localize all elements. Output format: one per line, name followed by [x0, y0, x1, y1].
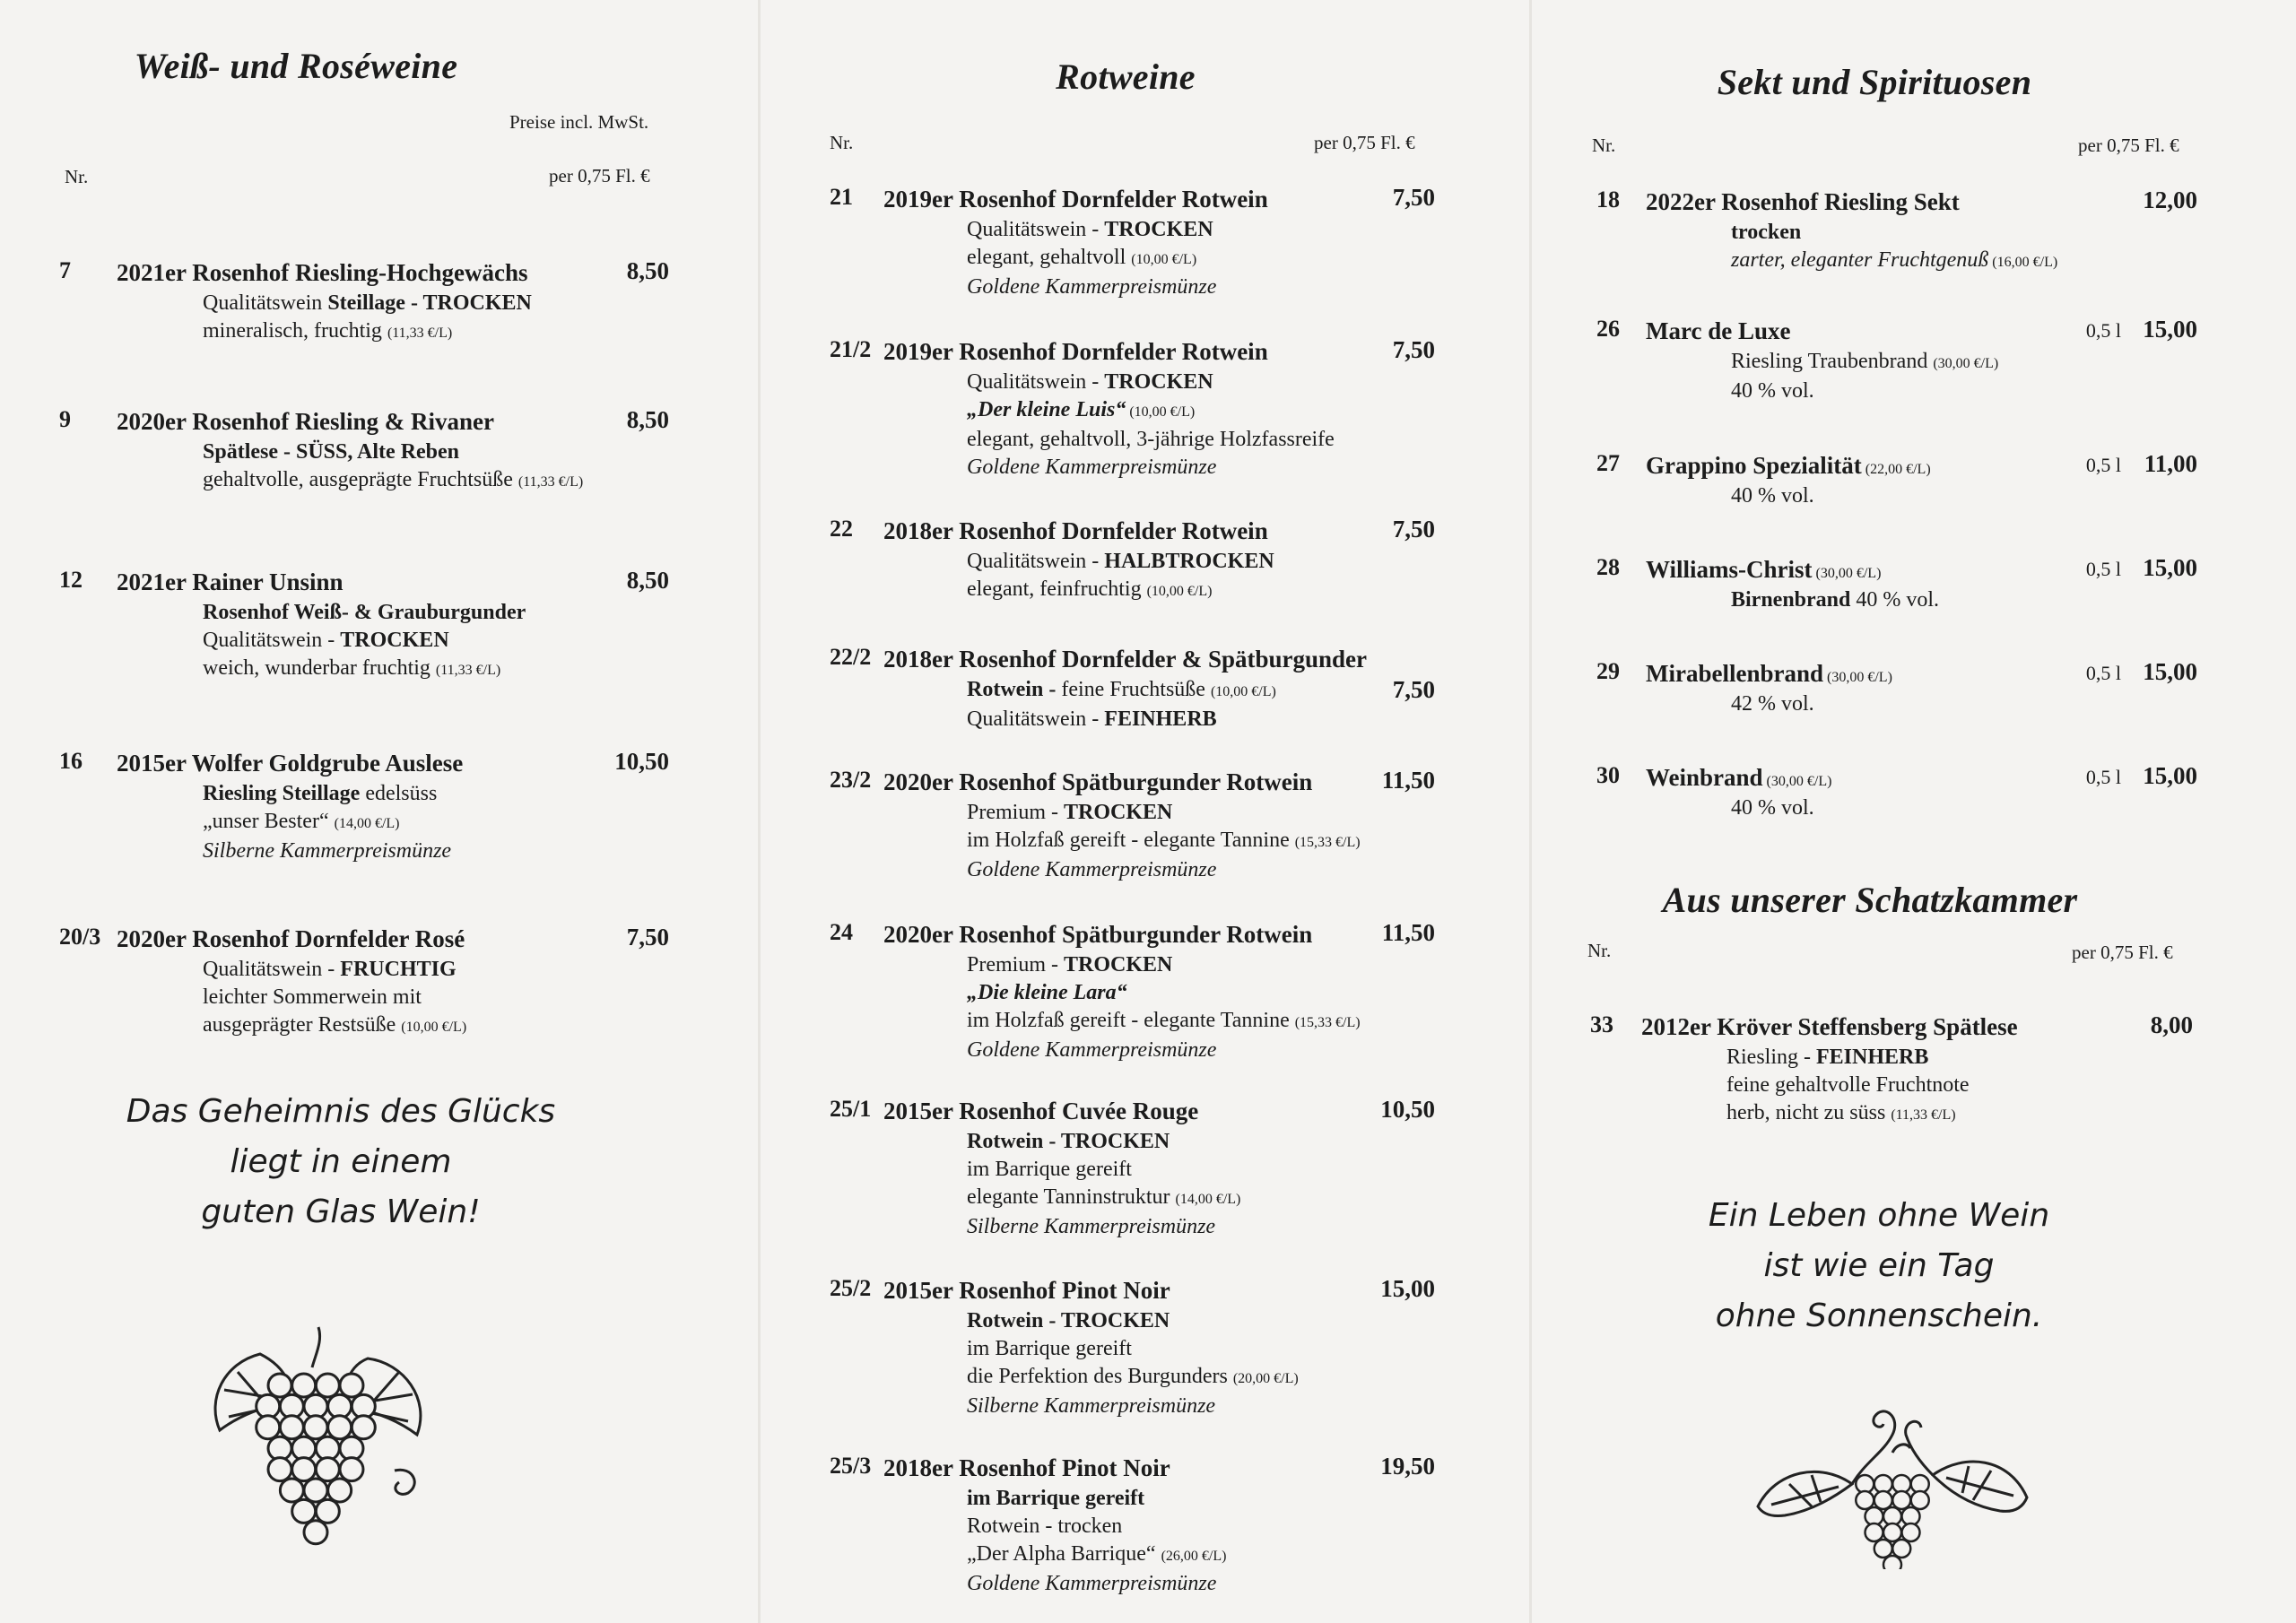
item-number: 25/1 — [830, 1096, 872, 1122]
item-title: Grappino Spezialität (22,00 €/L) — [1646, 452, 1931, 479]
item-price: 10,50 — [614, 748, 669, 775]
item-price: 7,50 — [1392, 676, 1435, 703]
item-price: 8,50 — [626, 406, 669, 433]
item-description — [203, 956, 466, 1041]
description-line: ausgeprägter Restsüße (10,00 €/L) — [203, 1013, 467, 1037]
item-number: 26 — [1596, 316, 1620, 342]
item-number: 29 — [1596, 658, 1620, 684]
description-line: im Barrique gereift — [967, 1337, 1132, 1360]
description-line: Goldene Kammerpreismünze — [967, 275, 1217, 299]
description-line: Goldene Kammerpreismünze — [967, 456, 1217, 479]
description-line: Silberne Kammerpreismünze — [967, 1215, 1216, 1238]
item-description — [967, 216, 1216, 301]
item-number: 16 — [59, 748, 83, 774]
item-title: Mirabellenbrand (30,00 €/L) — [1646, 660, 1892, 687]
description-line: im Holzfaß gereift - elegante Tannine (15,33 €/L) — [967, 1009, 1361, 1032]
description-line: 42 % vol. — [1731, 692, 1814, 716]
item-title: 2021er Rosenhof Riesling-Hochgewächs — [117, 259, 528, 286]
description-line: Qualitätswein - TROCKEN — [967, 370, 1213, 394]
grape-berry — [316, 1374, 339, 1397]
item-price: 11,50 — [1381, 919, 1435, 946]
item-description — [967, 951, 1361, 1064]
grape-berry — [257, 1416, 280, 1439]
description-line: Rosenhof Weiß- & Grauburgunder — [203, 601, 526, 624]
item-volume: 0,5 l — [2085, 454, 2121, 476]
item-price: 11,50 — [1381, 767, 1435, 794]
description-line: elegant, feinfruchtig (10,00 €/L) — [967, 577, 1213, 601]
grape-berry — [1874, 1540, 1892, 1558]
description-line: Qualitätswein - HALBTROCKEN — [967, 550, 1274, 573]
item-price: 15,00 — [2143, 554, 2197, 581]
grape-berry — [1892, 1491, 1910, 1509]
description-line: Qualitätswein - FRUCHTIG — [203, 958, 457, 981]
item-price: 7,50 — [626, 924, 669, 950]
description-line: „Die kleine Lara“ — [967, 981, 1127, 1004]
item-title: 2022er Rosenhof Riesling Sekt — [1646, 188, 1960, 215]
item-volume: 0,5 l — [2085, 558, 2121, 580]
description-line: die Perfektion des Burgunders (20,00 €/L) — [967, 1365, 1299, 1388]
item-number: 33 — [1590, 1011, 1613, 1037]
item-description — [1731, 219, 2057, 276]
quote-line: liegt in einem — [230, 1143, 452, 1180]
description-line: Rotwein - feine Fruchtsüße (10,00 €/L) — [967, 678, 1276, 701]
unit-label: per 0,75 Fl. € — [549, 165, 650, 187]
item-description — [967, 548, 1274, 605]
description-line: im Holzfaß gereift - elegante Tannine (15,33 €/L) — [967, 829, 1361, 852]
item-price: 11,00 — [2144, 450, 2197, 477]
description-line: elegant, gehaltvoll, 3-jährige Holzfassreife — [967, 428, 1335, 451]
quote-line: ist wie ein Tag — [1763, 1247, 1995, 1284]
grape-vine-icon — [1749, 1399, 2036, 1569]
item-description — [1731, 586, 1939, 614]
unit-label: per 0,75 Fl. € — [2078, 135, 2179, 156]
item-number: 24 — [830, 919, 853, 945]
grape-berry — [292, 1374, 316, 1397]
item-number: 12 — [59, 567, 83, 593]
nr-label: Nr. — [830, 132, 854, 153]
section-heading-treasury: Aus unserer Schatzkammer — [1662, 880, 2078, 920]
description-line: Qualitätswein - FEINHERB — [967, 707, 1217, 731]
section-heading: Weiß- und Roséweine — [134, 46, 458, 86]
item-description — [967, 1128, 1240, 1241]
grape-berry — [1883, 1523, 1901, 1541]
grape-berry — [1892, 1540, 1910, 1558]
grape-berry — [1856, 1491, 1874, 1509]
item-volume: 0,5 l — [2085, 319, 2121, 342]
description-line: zarter, eleganter Fruchtgenuß (16,00 €/L) — [1731, 248, 2058, 272]
item-title: 2018er Rosenhof Pinot Noir — [883, 1454, 1170, 1481]
item-number: 9 — [59, 406, 71, 432]
item-title: Williams-Christ (30,00 €/L) — [1646, 556, 1882, 583]
description-line: gehaltvolle, ausgeprägte Fruchtsüße (11,33 €/L) — [203, 468, 584, 491]
menu-item — [830, 644, 1435, 731]
description-line: Riesling Steillage edelsüss — [203, 782, 438, 805]
panel-sparkling-spirits — [1529, 0, 2296, 1623]
description-line: Riesling - FEINHERB — [1726, 1046, 1929, 1069]
item-price: 7,50 — [1392, 184, 1435, 211]
menu-item — [59, 406, 669, 491]
description-line: „Der Alpha Barrique“ (26,00 €/L) — [967, 1542, 1227, 1566]
item-price-per-liter: (22,00 €/L) — [1861, 462, 1931, 477]
menu-item — [1596, 316, 2197, 403]
grape-berry — [1883, 1556, 1901, 1569]
description-line: mineralisch, fruchtig (11,33 €/L) — [203, 319, 453, 343]
grape-berry — [1902, 1523, 1920, 1541]
panel-white-rose-wines — [0, 0, 758, 1623]
section-heading: Sekt und Spirituosen — [1717, 62, 2032, 102]
item-number: 22/2 — [830, 644, 872, 670]
item-title: 2021er Rainer Unsinn — [117, 568, 344, 595]
menu-item — [830, 767, 1435, 881]
menu-item — [830, 1275, 1435, 1418]
item-price: 7,50 — [1392, 516, 1435, 542]
item-description — [1726, 1044, 1970, 1129]
description-line: Qualitätswein - TROCKEN — [203, 629, 449, 652]
grape-berry — [304, 1416, 327, 1439]
grape-berry — [340, 1458, 363, 1481]
item-number: 27 — [1596, 450, 1620, 476]
item-price: 19,50 — [1380, 1453, 1435, 1480]
item-price-per-liter: (30,00 €/L) — [1823, 670, 1892, 685]
grape-berry — [304, 1521, 327, 1544]
item-number: 21 — [830, 184, 853, 210]
grape-berry — [352, 1416, 375, 1439]
description-line: Rotwein - TROCKEN — [967, 1309, 1170, 1332]
item-title: Marc de Luxe — [1646, 317, 1791, 344]
item-price: 15,00 — [2143, 316, 2197, 343]
item-price-per-liter: (30,00 €/L) — [1762, 774, 1832, 789]
item-title: 2015er Wolfer Goldgrube Auslese — [117, 750, 464, 777]
grape-berry — [268, 1458, 291, 1481]
item-title: 2020er Rosenhof Spätburgunder Rotwein — [883, 921, 1313, 948]
item-number: 20/3 — [59, 924, 101, 950]
item-price: 15,00 — [1380, 1275, 1435, 1302]
item-number: 23/2 — [830, 767, 872, 793]
item-price: 8,00 — [2150, 1011, 2193, 1038]
quote-line: ohne Sonnenschein. — [1715, 1298, 2043, 1334]
menu-item — [59, 567, 669, 680]
price-note: Preise incl. MwSt. — [509, 111, 649, 133]
grape-berry — [328, 1416, 352, 1439]
grape-berry — [292, 1458, 316, 1481]
item-price: 8,50 — [626, 257, 669, 284]
menu-item — [830, 1096, 1435, 1238]
description-line: Qualitätswein - TROCKEN — [967, 218, 1213, 241]
item-description — [967, 1307, 1299, 1420]
menu-item — [830, 184, 1435, 299]
description-line: leichter Sommerwein mit — [203, 985, 422, 1009]
section-heading: Rotweine — [1056, 56, 1196, 97]
menu-item — [830, 919, 1435, 1062]
quote-block — [117, 1087, 565, 1237]
description-line: Goldene Kammerpreismünze — [967, 1038, 1217, 1062]
item-description — [203, 780, 451, 865]
nr-label: Nr. — [1587, 940, 1612, 961]
item-title: 2019er Rosenhof Dornfelder Rotwein — [883, 338, 1268, 365]
description-line: elegant, gehaltvoll (10,00 €/L) — [967, 246, 1197, 269]
grape-berry — [316, 1458, 339, 1481]
item-title: 2012er Kröver Steffensberg Spätlese — [1641, 1013, 2018, 1040]
grape-berry — [280, 1416, 303, 1439]
item-number: 22 — [830, 516, 853, 542]
grape-berry — [340, 1374, 363, 1397]
description-line: Birnenbrand 40 % vol. — [1731, 588, 1940, 612]
menu-item — [59, 924, 669, 1037]
item-price: 15,00 — [2143, 762, 2197, 789]
description-line: 40 % vol. — [1731, 796, 1814, 820]
item-title: 2015er Rosenhof Cuvée Rouge — [883, 1098, 1199, 1124]
grape-berry — [1866, 1523, 1883, 1541]
menu-item — [59, 748, 669, 863]
menu-item — [1596, 762, 2197, 820]
grape-bunch-icon — [197, 1318, 439, 1551]
item-description — [1731, 348, 1998, 405]
description-line: Premium - TROCKEN — [967, 953, 1173, 976]
description-line: im Barrique gereift — [967, 1487, 1145, 1510]
description-line: „Der kleine Luis“ (10,00 €/L) — [967, 398, 1196, 421]
menu-item — [1596, 187, 2197, 272]
description-line: trocken — [1731, 221, 1802, 244]
item-price: 7,50 — [1392, 336, 1435, 363]
grape-berry — [328, 1479, 352, 1502]
item-title: 2018er Rosenhof Dornfelder Rotwein — [883, 517, 1268, 544]
description-line: im Barrique gereift — [967, 1158, 1132, 1181]
item-number: 21/2 — [830, 336, 872, 362]
item-title: 2020er Rosenhof Dornfelder Rosé — [117, 925, 465, 952]
description-line: feine gehaltvolle Fruchtnote — [1726, 1073, 1970, 1097]
item-description — [967, 1485, 1226, 1598]
description-line: 40 % vol. — [1731, 379, 1814, 403]
item-description — [1731, 482, 1814, 510]
item-description — [203, 438, 583, 496]
description-line: Goldene Kammerpreismünze — [967, 1572, 1217, 1595]
item-description — [203, 290, 532, 347]
quote-line: Das Geheimnis des Glücks — [126, 1093, 556, 1130]
description-line: weich, wunderbar fruchtig (11,33 €/L) — [203, 656, 501, 680]
description-line: elegante Tanninstruktur (14,00 €/L) — [967, 1185, 1241, 1209]
item-description — [967, 369, 1335, 482]
description-line: herb, nicht zu süss (11,33 €/L) — [1726, 1101, 1956, 1124]
item-description — [203, 599, 526, 684]
description-line: Premium - TROCKEN — [967, 801, 1173, 824]
item-description — [967, 676, 1276, 733]
grape-berry — [292, 1499, 316, 1523]
grape-berry — [304, 1479, 327, 1502]
menu-item — [830, 1453, 1435, 1595]
item-title: 2015er Rosenhof Pinot Noir — [883, 1277, 1170, 1304]
item-volume: 0,5 l — [2085, 766, 2121, 788]
grape-berry — [316, 1499, 339, 1523]
menu-item — [830, 516, 1435, 601]
item-number: 7 — [59, 257, 71, 283]
item-title: 2019er Rosenhof Dornfelder Rotwein — [883, 186, 1268, 213]
item-number: 30 — [1596, 762, 1620, 788]
menu-item — [1590, 1011, 2193, 1124]
item-description — [1731, 794, 1814, 822]
menu-item — [830, 336, 1435, 479]
item-title: 2020er Rosenhof Spätburgunder Rotwein — [883, 768, 1313, 795]
description-line: Silberne Kammerpreismünze — [203, 839, 452, 863]
unit-label: per 0,75 Fl. € — [1314, 132, 1415, 153]
item-number: 25/3 — [830, 1453, 872, 1479]
item-number: 25/2 — [830, 1275, 872, 1301]
nr-label: Nr. — [65, 166, 89, 187]
grape-berry — [1911, 1491, 1929, 1509]
description-line: Qualitätswein Steillage - TROCKEN — [203, 291, 532, 315]
item-price: 12,00 — [2143, 187, 2197, 213]
item-title: 2020er Rosenhof Riesling & Rivaner — [117, 408, 494, 435]
quote-line: guten Glas Wein! — [201, 1193, 481, 1230]
menu-item — [59, 257, 669, 343]
grape-berry — [268, 1374, 291, 1397]
description-line: Riesling Traubenbrand (30,00 €/L) — [1731, 350, 1999, 373]
description-line: Rotwein - TROCKEN — [967, 1130, 1170, 1153]
item-price: 10,50 — [1380, 1096, 1435, 1123]
menu-item — [1596, 450, 2197, 508]
quote-line: Ein Leben ohne Wein — [1708, 1197, 2050, 1234]
menu-item — [1596, 554, 2197, 612]
item-price: 15,00 — [2143, 658, 2197, 685]
item-number: 28 — [1596, 554, 1620, 580]
quote-block — [1664, 1191, 2094, 1341]
grape-berry — [280, 1479, 303, 1502]
description-line: „unser Bester“ (14,00 €/L) — [203, 810, 400, 833]
item-price-per-liter: (30,00 €/L) — [1812, 566, 1882, 581]
description-line: Spätlese - SÜSS, Alte Reben — [203, 440, 460, 464]
description-line: 40 % vol. — [1731, 484, 1814, 508]
item-volume: 0,5 l — [2085, 662, 2121, 684]
item-description — [967, 799, 1361, 884]
description-line: Rotwein - trocken — [967, 1515, 1123, 1538]
grape-berry — [1874, 1491, 1892, 1509]
item-price: 8,50 — [626, 567, 669, 594]
description-line: Goldene Kammerpreismünze — [967, 858, 1217, 881]
item-description — [1731, 690, 1814, 718]
panel-red-wines — [758, 0, 1529, 1623]
nr-label: Nr. — [1592, 135, 1616, 156]
item-title: 2018er Rosenhof Dornfelder & Spätburgunder — [883, 646, 1368, 673]
description-line: Silberne Kammerpreismünze — [967, 1394, 1216, 1418]
unit-label: per 0,75 Fl. € — [2072, 942, 2173, 963]
menu-item — [1596, 658, 2197, 716]
item-title: Weinbrand (30,00 €/L) — [1646, 764, 1832, 791]
item-number: 18 — [1596, 187, 1620, 213]
